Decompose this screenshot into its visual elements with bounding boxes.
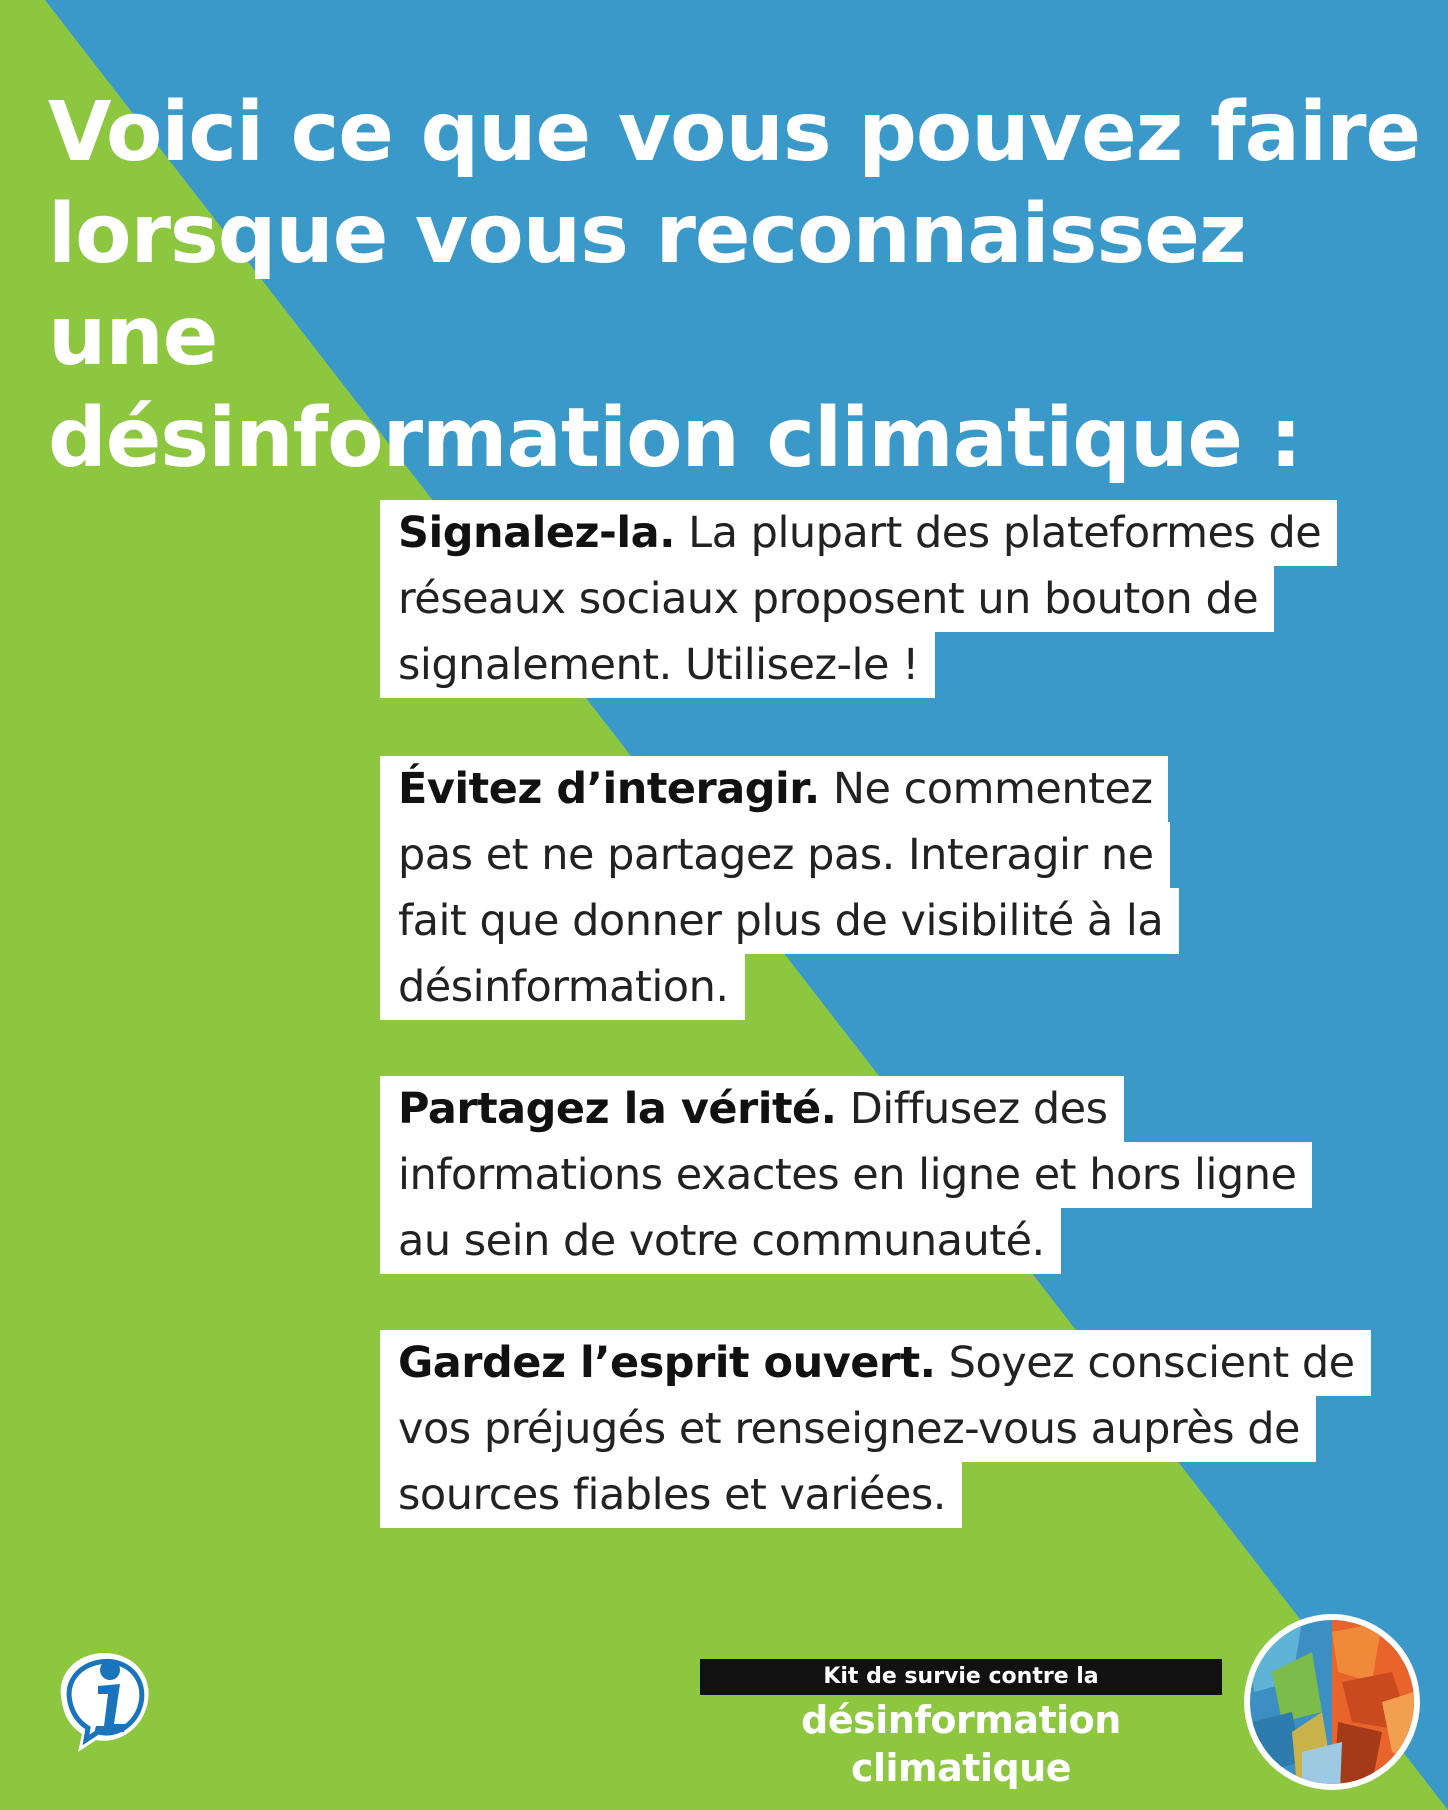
- title-line-3: désinformation climatique :: [48, 391, 1302, 486]
- info-i-logo-icon: [44, 1640, 164, 1758]
- tip-text: sources fiables et variées.: [398, 1470, 946, 1520]
- tips-list: [380, 0, 1420, 1600]
- tip-line: [380, 1462, 962, 1528]
- polygon-globe-icon: [1242, 1612, 1422, 1792]
- tip-text: vos préjugés et renseignez-vous auprès de: [398, 1404, 1300, 1454]
- tip-line: [380, 1330, 1371, 1396]
- tip-line: [380, 822, 1170, 888]
- tip-line: [380, 1076, 1124, 1142]
- tip-line: [380, 756, 1168, 822]
- tip-line: [380, 954, 745, 1020]
- tip-line: [380, 500, 1337, 566]
- tip-text: Soyez conscient de: [948, 1338, 1355, 1388]
- tip-text: au sein de votre communauté.: [398, 1216, 1045, 1266]
- tip-title: Partagez la vérité.: [398, 1084, 837, 1134]
- tip-text: réseaux sociaux proposent un bouton de: [398, 574, 1259, 624]
- kit-title: désinformation climatique: [801, 1698, 1121, 1790]
- tip-text: informations exactes en ligne et hors ligne: [398, 1150, 1297, 1200]
- title-line-1: Voici ce que vous pouvez faire: [48, 85, 1421, 180]
- tip-text: signalement. Utilisez-le !: [398, 640, 919, 690]
- tip-text: désinformation.: [398, 962, 729, 1012]
- tip-text: fait que donner plus de visibilité à la: [398, 896, 1164, 946]
- kit-label: Kit de survie contre la: [700, 1659, 1222, 1695]
- tip-text: Ne commentez: [832, 764, 1153, 814]
- tip-text: pas et ne partagez pas. Interagir ne: [398, 830, 1154, 880]
- tip-line: [380, 632, 935, 698]
- tip-line: [380, 1396, 1316, 1462]
- tip-line: [380, 566, 1274, 632]
- tip-line: [380, 1142, 1312, 1208]
- tip-line: [380, 1208, 1061, 1274]
- tip-text: Diffusez des: [849, 1084, 1108, 1134]
- title-line-2: lorsque vous reconnaissez une: [48, 187, 1246, 384]
- tip-line: [380, 888, 1179, 954]
- tip-title: Signalez-la.: [398, 508, 675, 558]
- tip-title: Gardez l’esprit ouvert.: [398, 1338, 936, 1388]
- tip-title: Évitez d’interagir.: [398, 764, 820, 814]
- tip-text: La plupart des plateformes de: [688, 508, 1322, 558]
